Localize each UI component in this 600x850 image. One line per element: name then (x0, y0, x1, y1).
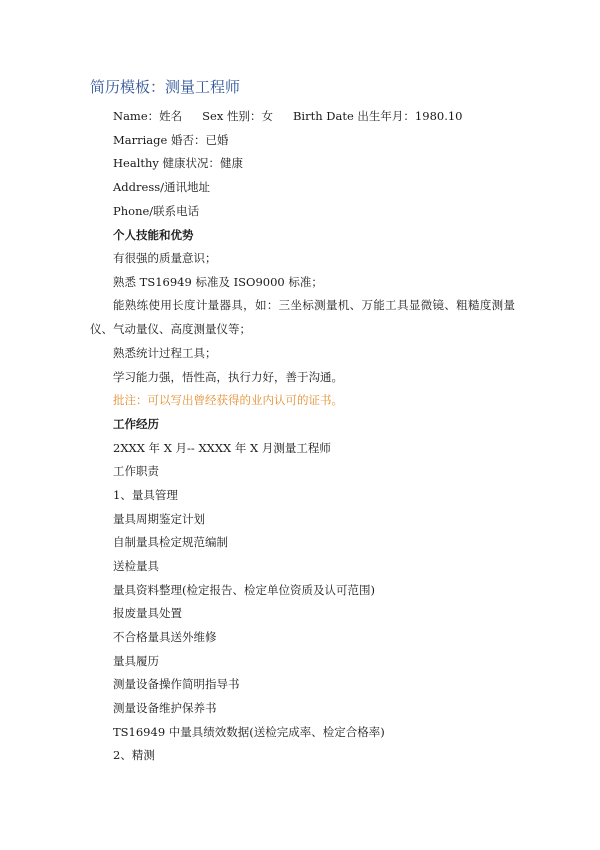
duties-label: 工作职责 (113, 464, 159, 478)
duty-item: 量具履历 (113, 654, 159, 668)
skill-item: 学习能力强，悟性高，执行力好，善于沟通。 (113, 370, 343, 384)
skill-item: 有很强的质量意识； (113, 251, 217, 265)
skills-heading: 个人技能和优势 (113, 228, 194, 242)
duty-item: 量具周期鉴定计划 (113, 512, 205, 526)
page-title: 简历模板：测量工程师 (90, 78, 241, 96)
duty-item: 自制量具检定规范编制 (113, 535, 228, 549)
health-field: Healthy 健康状况：健康 (113, 156, 244, 170)
duty-item: TS16949 中量具绩效数据(送检完成率、检定合格率) (113, 725, 385, 739)
phone-field: Phone/联系电话 (113, 204, 200, 218)
personal-info-line (113, 109, 463, 123)
duty-item: 报废量具处置 (113, 606, 182, 620)
address-field: Address/通讯地址 (113, 180, 211, 194)
duty-item: 送检量具 (113, 559, 159, 573)
section-heading: 1、量具管理 (113, 488, 178, 502)
section-heading: 2、精测 (113, 748, 155, 762)
birth-date-field: Birth Date 出生年月：1980.10 (292, 109, 463, 123)
skill-item-wrapped: 能熟练使用长度计量器具，如：三坐标测量机、万能工具显微镜、粗糙度测量仪、气动量仪、高度测量仪等； (90, 298, 515, 336)
sex-field: Sex 性别：女 (202, 109, 273, 123)
duty-item: 测量设备操作简明指导书 (113, 677, 240, 691)
duty-item: 测量设备维护保养书 (113, 701, 217, 715)
marriage-field: Marriage 婚否：已婚 (113, 133, 229, 147)
experience-heading: 工作经历 (113, 417, 159, 431)
skill-item: 熟悉 TS16949 标准及 ISO9000 标准； (113, 275, 323, 289)
skill-item: 熟悉统计过程工具； (113, 346, 217, 360)
duty-item: 量具资料整理(检定报告、检定单位资质及认可范围) (113, 583, 375, 597)
name-field: Name：姓名 (113, 109, 183, 123)
duty-item: 不合格量具送外维修 (113, 630, 217, 644)
job-period: 2XXX 年 X 月-- XXXX 年 X 月测量工程师 (113, 441, 331, 455)
annotation-note: 批注：可以写出曾经获得的业内认可的证书。 (113, 393, 343, 407)
